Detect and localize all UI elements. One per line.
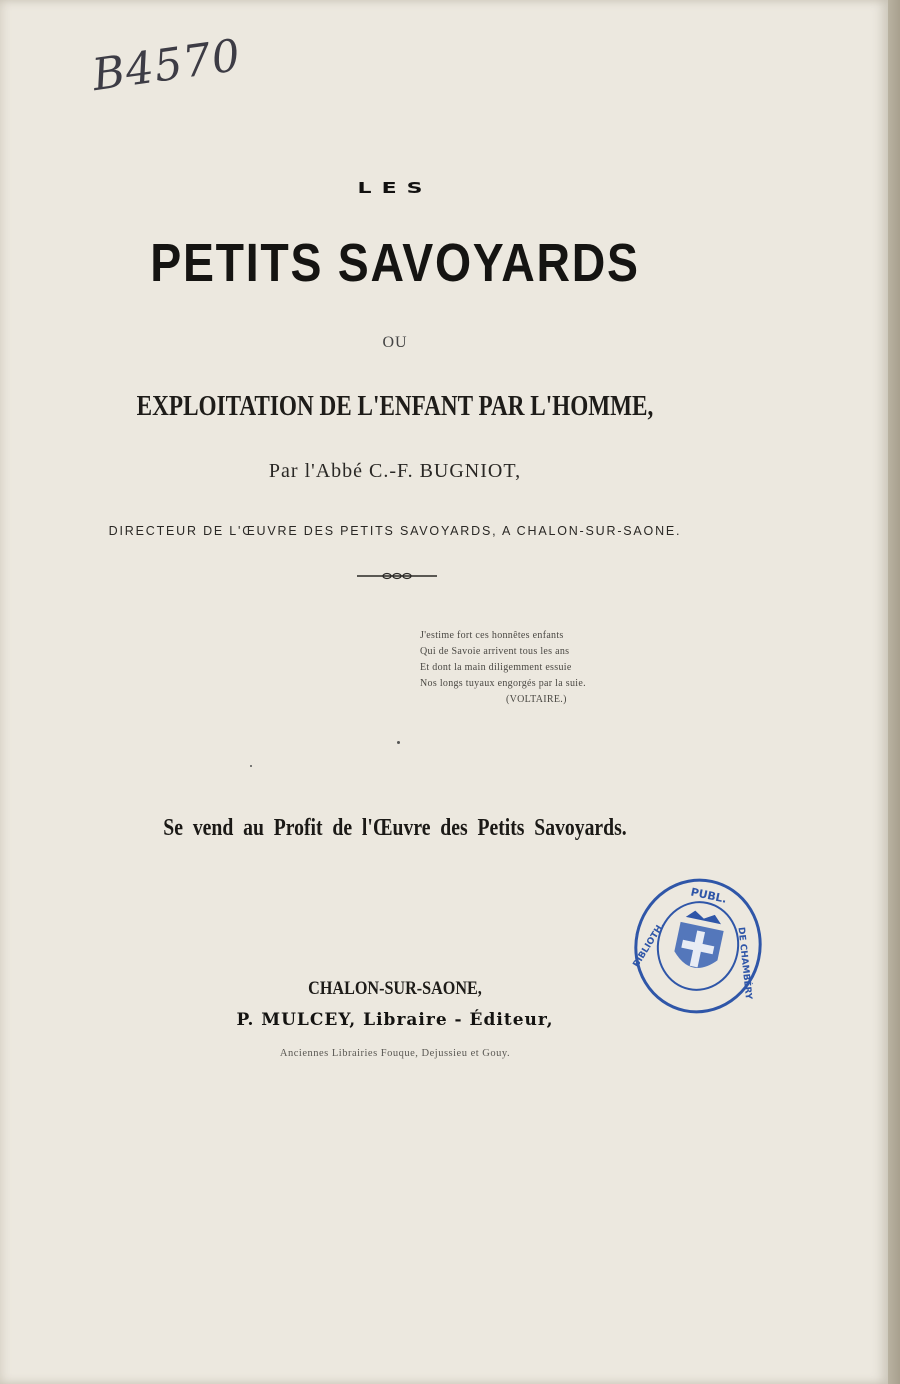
svg-text:DE CHAMBÉRY: DE CHAMBÉRY — [735, 926, 754, 1001]
pretitle: LES — [357, 179, 433, 198]
author-line: Par l'Abbé C.-F. BUGNIOT, — [268, 460, 522, 482]
svg-text:BIBLIOTH.: BIBLIOTH. — [631, 920, 667, 970]
epigraph-attribution: (VOLTAIRE.) — [506, 694, 567, 705]
book-title: PETITS SAVOYARDS — [150, 233, 640, 293]
author-role: DIRECTEUR DE L'ŒUVRE DES PETITS SAVOYARDS, A CHALON-SUR-SAONE. — [108, 524, 682, 538]
ornament-rule-icon — [357, 571, 437, 581]
title-conjunction: OU — [382, 334, 408, 351]
imprint-city: CHALON-SUR-SAONE, — [308, 978, 482, 999]
library-stamp-icon — [619, 864, 777, 1028]
book-subtitle: EXPLOITATION DE L'ENFANT PAR L'HOMME, — [136, 390, 654, 422]
ink-speck — [250, 765, 252, 767]
imprint-publisher: P. MULCEY, Libraire - Éditeur, — [236, 1010, 554, 1030]
imprint-former-shops: Anciennes Librairies Fouque, Dejussieu et Gouy. — [279, 1048, 511, 1059]
svg-text:PUBL.: PUBL. — [689, 885, 728, 906]
ink-speck — [397, 741, 400, 744]
epigraph-line: Nos longs tuyaux engorgés par la suie. — [420, 678, 586, 689]
handwritten-shelfmark: B4570 — [89, 29, 245, 102]
epigraph-line: Et dont la main diligemment essuie — [420, 662, 572, 673]
epigraph — [420, 628, 640, 708]
page-edge — [888, 0, 900, 1384]
epigraph-line: Qui de Savoie arrivent tous les ans — [420, 646, 570, 657]
epigraph-line: J'estime fort ces honnêtes enfants — [420, 630, 564, 641]
sale-notice: Se vend au Profit de l'Œuvre des Petits Savoyards. — [163, 815, 627, 841]
